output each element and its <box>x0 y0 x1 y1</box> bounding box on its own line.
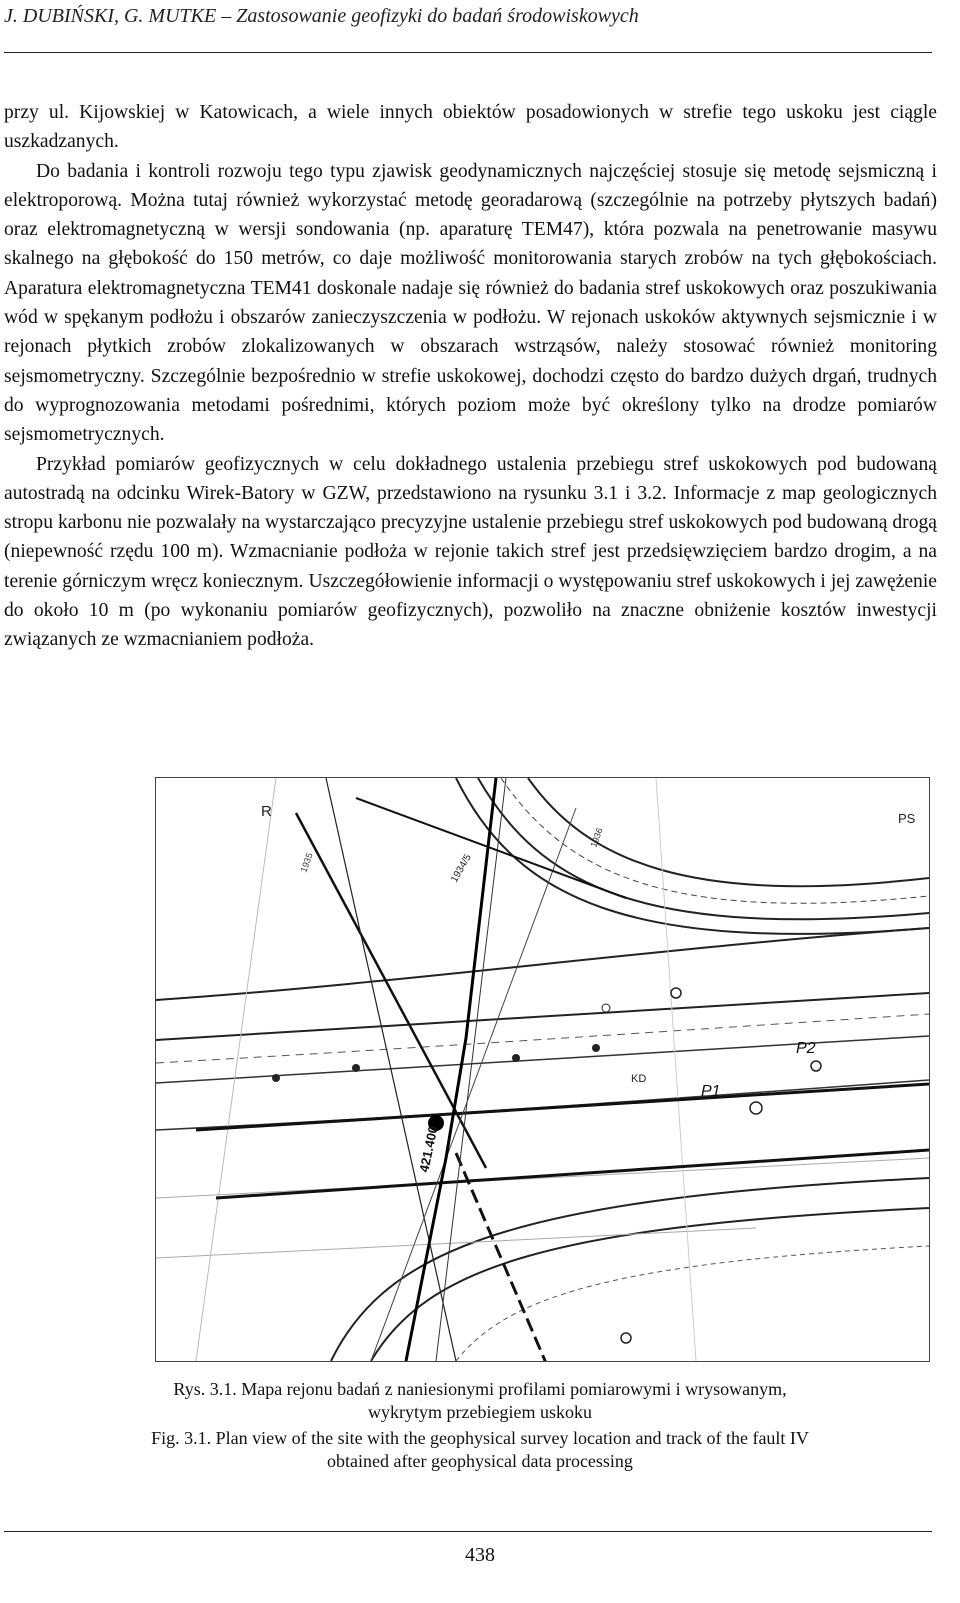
map-label-1936: 1936 <box>588 826 605 849</box>
map-label-1935: 1935 <box>298 851 315 874</box>
map-label-421400: 421.400 <box>416 1124 441 1174</box>
map-label-1934: 1934/5 <box>449 852 474 885</box>
caption-pl-line-1: Rys. 3.1. Mapa rejonu badań z naniesionymi profilami pomiarowymi i wrysowanym, <box>173 1379 787 1399</box>
map-label-ps: PS <box>898 811 916 826</box>
map-label-r: R <box>261 803 272 820</box>
running-header: J. DUBIŃSKI, G. MUTKE – Zastosowanie geofizyki do badań środowiskowych <box>4 5 639 27</box>
site-map-figure <box>155 777 930 1362</box>
site-map-drawing <box>156 778 929 1361</box>
map-label-p2: P2 <box>796 1040 816 1057</box>
caption-pl-line-2: wykrytym przebiegiem uskoku <box>368 1402 592 1422</box>
caption-en-line-1: Fig. 3.1. Plan view of the site with the geophysical survey location and track of the fault IV <box>151 1428 809 1448</box>
map-label-p1: P1 <box>701 1083 721 1100</box>
map-label-kd: KD <box>631 1073 647 1085</box>
page-number: 438 <box>465 1544 495 1566</box>
footer-rule <box>4 1531 932 1532</box>
paragraph-3: Przykład pomiarów geofizycznych w celu dokładnego ustalenia przebiegu stref uskokowych pod budowaną autostradą na odcinku Wirek-Batory w GZW, przedstawiono na rysunku 3.1 i 3.2. Informacje z map geologicznych stropu karbonu nie pozwalały na wystarczająco precyzyjne ustalenie przebiegu stref uskokowych pod budowaną drogą (niepewność rzędu 100 m). Wzmacnianie podłoża w rejonie takich stref jest przedsięwzięciem bardzo drogim, a na terenie górniczym wręcz koniecznym. Uszczegółowienie informacji o występowaniu stref uskokowych i jej zawężenie do około 10 m (po wykonaniu pomiarów geofizycznych), pozwoliło na znaczne obniżenie kosztów inwestycji związanych ze wzmacnianiem podłoża. <box>4 453 937 651</box>
paragraph-1: przy ul. Kijowskiej w Katowicach, a wiele innych obiektów posadowionych w strefie tego uskoku jest ciągle uszkadzanych. <box>4 102 937 153</box>
paragraph-2: Do badania i kontroli rozwoju tego typu zjawisk geodynamicznych najczęściej stosuje się metodę sejsmiczną i elektroporową. Można tutaj również wykorzystać metodę georadarową (szczególnie na potrzeby płytszych badań) oraz elektromagnetyczną w wersji sondowania (np. aparaturę TEM47), która pozwala na penetrowanie masywu skalnego na głębokość do 150 metrów, co daje możliwość monitorowania starych zrobów na tych głębokościach. Aparatura elektromagnetyczna TEM41 doskonale nadaje się również do badania stref uskokowych oraz poszukiwania wód w spękanym podłożu i obszarów zanieczyszczenia w podłożu. W rejonach uskoków aktywnych sejsmicznie i w rejonach płytkich zrobów zlokalizowanych w obszarach wstrząsów, należy stosować również monitoring sejsmometryczny. Szczególnie bezpośrednio w strefie uskokowej, dochodzi często do bardzo dużych drgań, trudnych do wyprognozowania metodami pośrednimi, których poziom może być określony tylko na drodze pomiarów sejsmometrycznych. <box>4 160 937 446</box>
body-text <box>4 98 937 655</box>
header-rule <box>4 52 932 53</box>
caption-en-line-2: obtained after geophysical data processing <box>327 1451 633 1471</box>
